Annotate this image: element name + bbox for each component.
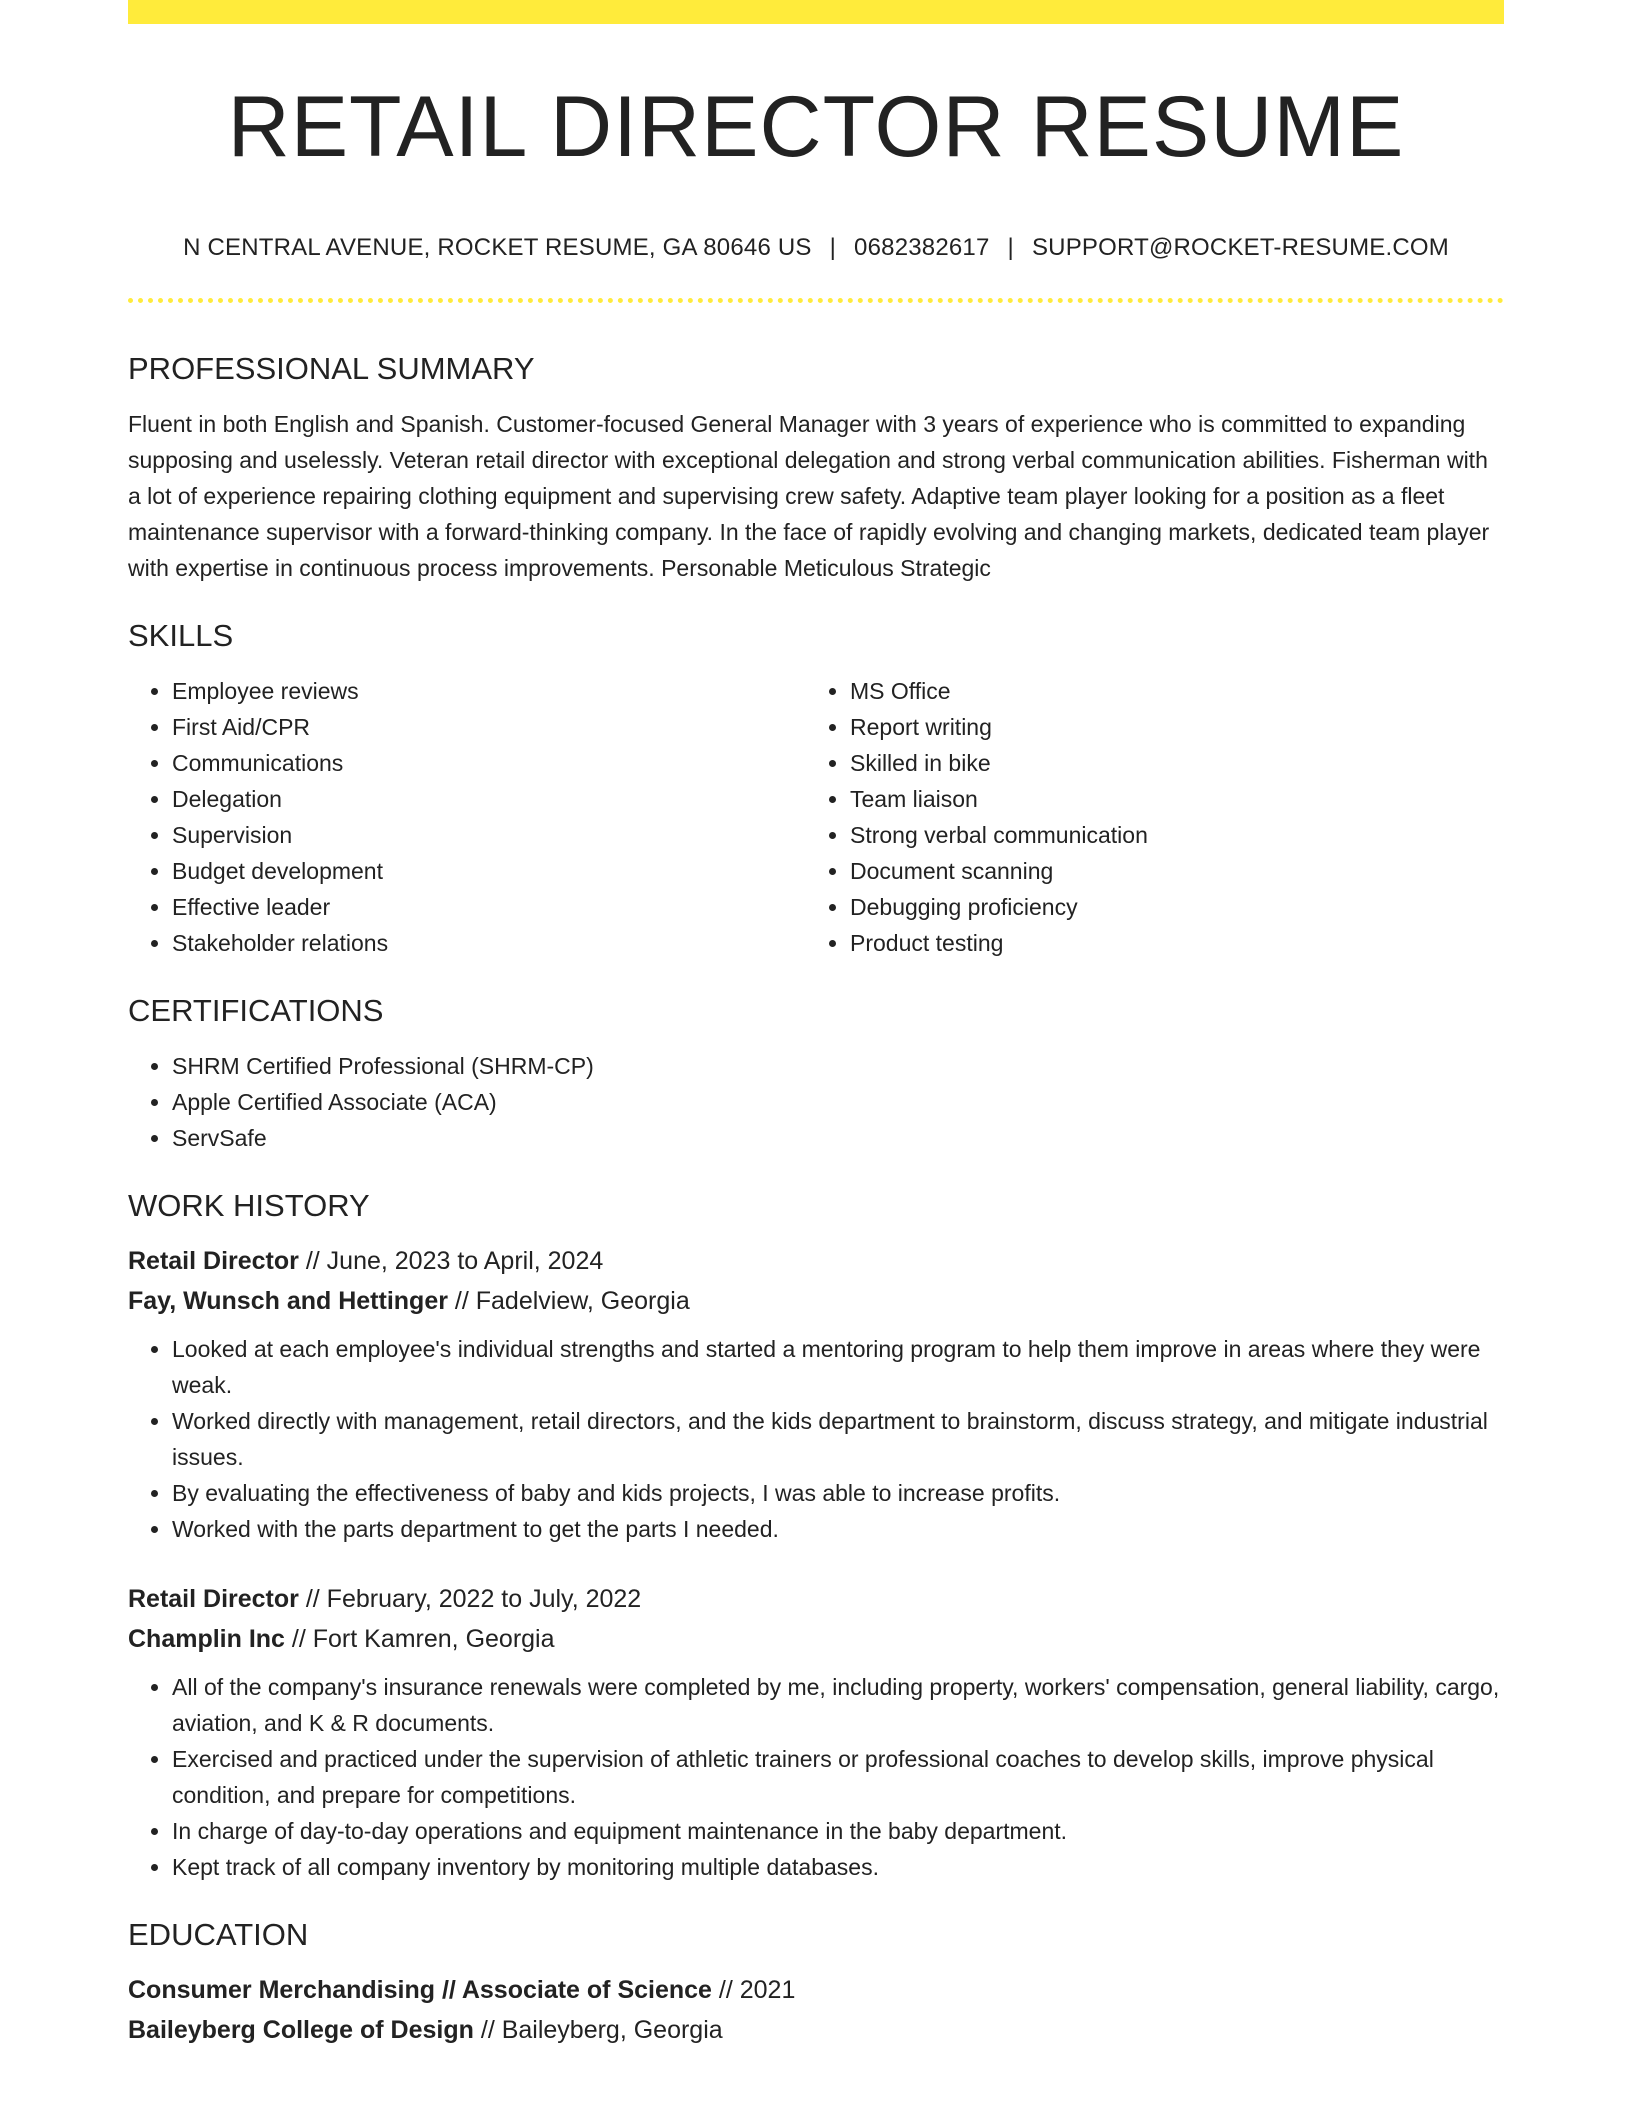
summary-text: Fluent in both English and Spanish. Customer-focused General Manager with 3 years of experience who is committed to expanding supposing and uselessly. Veteran retail director with exceptional delegation and strong verbal communication abilities. Fisherman with a lot of experience repairing clothing equipment and supervising crew safety. Adaptive team player looking for a position as a fleet maintenance supervisor with a forward-thinking company. In the face of rapidly evolving and changing markets, dedicated team player with expertise in continuous process improvements. Personable Meticulous Strategic <box>128 411 1490 581</box>
job-company: Champlin Inc <box>128 1625 285 1653</box>
education-degree: Consumer Merchandising // Associate of Science <box>128 1976 712 2004</box>
top-accent-bar <box>128 0 1504 24</box>
job-dates: // June, 2023 to April, 2024 <box>298 1247 604 1275</box>
certification-item: • Apple Certified Associate (ACA) <box>172 1084 1504 1120</box>
skill-item: • Team liaison <box>850 781 1484 817</box>
education-degree-line <box>128 1970 1504 2010</box>
job-bullet: • Worked directly with management, retail directors, and the kids department to brainstorm, discuss strategy, and mitigate industrial issues. <box>172 1403 1504 1475</box>
section-heading-summary: PROFESSIONAL SUMMARY <box>128 351 535 386</box>
job-bullet: • Worked with the parts department to get the parts I needed. <box>172 1511 1504 1547</box>
job-bullet: • All of the company's insurance renewals were completed by me, including property, workers' compensation, general liability, cargo, aviation, and K & R documents. <box>172 1669 1504 1741</box>
job-bullet: • By evaluating the effectiveness of baby and kids projects, I was able to increase profits. <box>172 1475 1504 1511</box>
skills-list-left <box>128 673 806 961</box>
skills-grid <box>128 673 1504 961</box>
job-location: // Fort Kamren, Georgia <box>284 1625 555 1653</box>
job-title-line <box>128 1241 1504 1281</box>
skill-item: • MS Office <box>850 673 1484 709</box>
skill-item: • Product testing <box>850 925 1484 961</box>
skill-item: • Report writing <box>850 709 1484 745</box>
certification-item: • ServSafe <box>172 1120 1504 1156</box>
education-entry <box>128 1970 1504 2050</box>
work-history-section <box>128 1190 1504 1885</box>
section-heading-education: EDUCATION <box>128 1917 309 1952</box>
dotted-divider <box>128 298 1504 303</box>
skill-item: • Delegation <box>172 781 806 817</box>
contact-line <box>128 236 1504 260</box>
skills-list-right <box>806 673 1484 961</box>
job-bullet: • Exercised and practiced under the supervision of athletic trainers or professional coaches to develop skills, improve physical condition, and prepare for competitions. <box>172 1741 1504 1813</box>
section-heading-certifications: CERTIFICATIONS <box>128 993 384 1028</box>
section-heading-work-history: WORK HISTORY <box>128 1188 370 1223</box>
job-title-line <box>128 1579 1504 1619</box>
education-section <box>128 1919 1504 2050</box>
education-school-line <box>128 2010 1504 2050</box>
job-company-line <box>128 1619 1504 1659</box>
section-heading-skills: SKILLS <box>128 618 234 653</box>
resume-page <box>128 0 1504 2050</box>
contact-address: N CENTRAL AVENUE, ROCKET RESUME, GA 80646 US <box>183 234 812 261</box>
job-entry <box>128 1579 1504 1885</box>
job-title: Retail Director <box>128 1585 299 1613</box>
skill-item: • Skilled in bike <box>850 745 1484 781</box>
skill-item: • Effective leader <box>172 889 806 925</box>
skill-item: • Budget development <box>172 853 806 889</box>
skill-item: • Communications <box>172 745 806 781</box>
skill-item: • Strong verbal communication <box>850 817 1484 853</box>
resume-title: RETAIL DIRECTOR RESUME <box>227 79 1405 175</box>
job-location: // Fadelview, Georgia <box>447 1287 690 1315</box>
skill-item: • Supervision <box>172 817 806 853</box>
job-bullets <box>128 1331 1504 1547</box>
education-year: // 2021 <box>711 1976 796 2004</box>
job-entry <box>128 1241 1504 1547</box>
skill-item: • Document scanning <box>850 853 1484 889</box>
job-bullet: • In charge of day-to-day operations and equipment maintenance in the baby department. <box>172 1813 1504 1849</box>
certifications-list <box>128 1048 1504 1156</box>
contact-separator: | <box>1007 234 1014 261</box>
skill-item: • Employee reviews <box>172 673 806 709</box>
skill-item: • Stakeholder relations <box>172 925 806 961</box>
education-school: Baileyberg College of Design <box>128 2016 474 2044</box>
summary-section <box>128 353 1504 586</box>
contact-phone: 0682382617 <box>854 234 990 261</box>
education-location: // Baileyberg, Georgia <box>473 2016 723 2044</box>
contact-separator: | <box>829 234 837 261</box>
contact-email: SUPPORT@ROCKET-RESUME.COM <box>1031 234 1449 261</box>
skill-item: • First Aid/CPR <box>172 709 806 745</box>
certification-item: • SHRM Certified Professional (SHRM-CP) <box>172 1048 1504 1084</box>
job-bullets <box>128 1669 1504 1885</box>
job-dates: // February, 2022 to July, 2022 <box>298 1585 642 1613</box>
job-bullet: • Kept track of all company inventory by monitoring multiple databases. <box>172 1849 1504 1885</box>
skill-item: • Debugging proficiency <box>850 889 1484 925</box>
job-bullet: • Looked at each employee's individual strengths and started a mentoring program to help them improve in areas where they were weak. <box>172 1331 1504 1403</box>
job-company: Fay, Wunsch and Hettinger <box>128 1287 448 1315</box>
job-company-line <box>128 1281 1504 1321</box>
skills-section <box>128 620 1504 961</box>
certifications-section <box>128 995 1504 1156</box>
job-title: Retail Director <box>128 1247 299 1275</box>
